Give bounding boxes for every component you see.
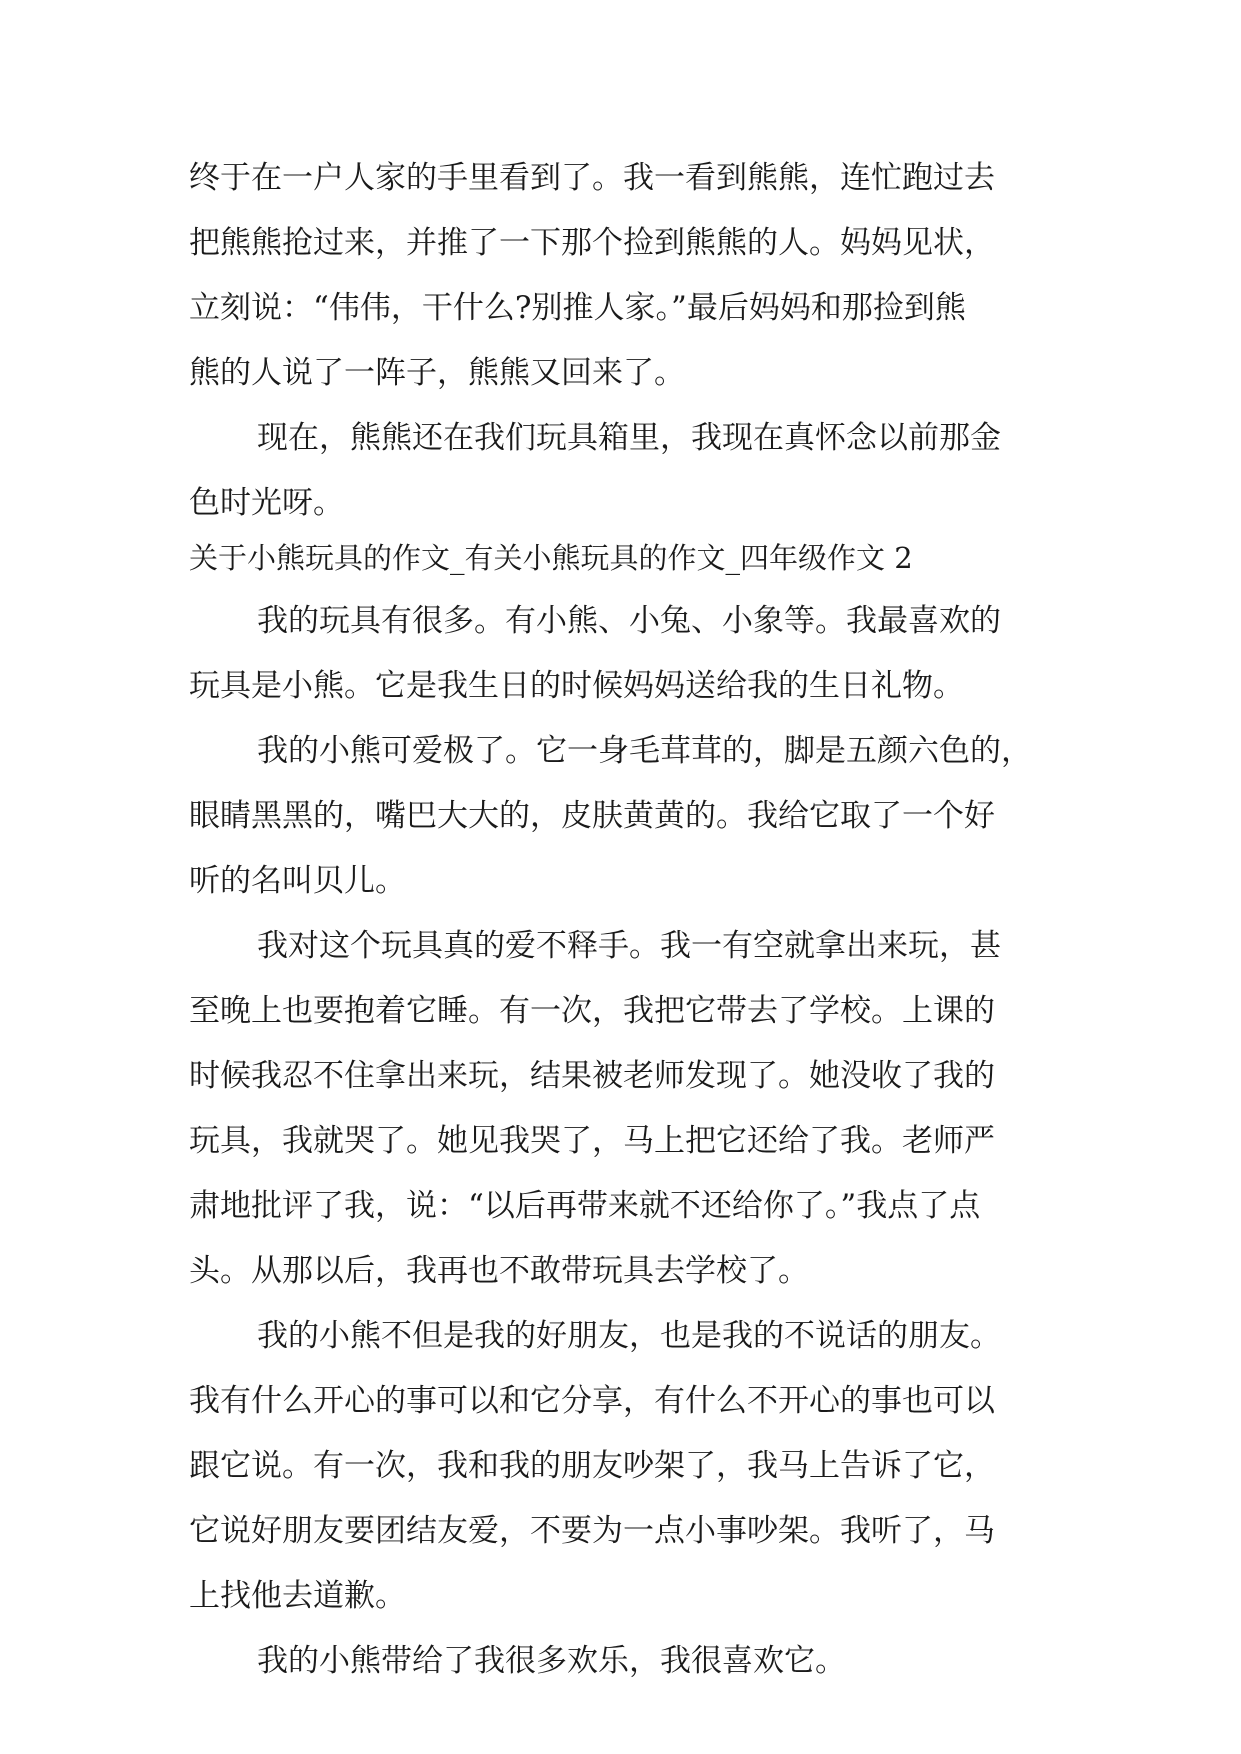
text-line: 眼睛黑黑的，嘴巴大大的，皮肤黄黄的。我给它取了一个好 xyxy=(189,798,995,834)
paragraph-first-line: 我的小熊带给了我很多欢乐，我很喜欢它。 xyxy=(257,1643,846,1679)
paragraph-first-line: 我的玩具有很多。有小熊、小兔、小象等。我最喜欢的 xyxy=(257,603,1001,639)
text-line: 玩具是小熊。它是我生日的时候妈妈送给我的生日礼物。 xyxy=(189,668,964,704)
paragraph-first-line: 我的小熊不但是我的好朋友，也是我的不说话的朋友。 xyxy=(257,1318,1001,1354)
text-line: 熊的人说了一阵子，熊熊又回来了。 xyxy=(189,355,685,391)
text-line: 上找他去道歉。 xyxy=(189,1578,406,1614)
paragraph-first-line: 现在，熊熊还在我们玩具箱里，我现在真怀念以前那金 xyxy=(257,420,1001,456)
text-line: 立刻说：“伟伟，干什么?别推人家。”最后妈妈和那捡到熊 xyxy=(189,290,966,326)
text-line: 时候我忍不住拿出来玩，结果被老师发现了。她没收了我的 xyxy=(189,1058,995,1094)
paragraph-first-line: 我的小熊可爱极了。它一身毛茸茸的，脚是五颜六色的， xyxy=(257,733,1032,769)
text-line: 它说好朋友要团结友爱，不要为一点小事吵架。我听了，马 xyxy=(189,1513,995,1549)
text-line: 肃地批评了我，说：“以后再带来就不还给你了。”我点了点 xyxy=(189,1188,981,1224)
text-line: 玩具，我就哭了。她见我哭了，马上把它还给了我。老师严 xyxy=(189,1123,995,1159)
text-line: 把熊熊抢过来，并推了一下那个捡到熊熊的人。妈妈见状， xyxy=(189,225,995,261)
text-line: 终于在一户人家的手里看到了。我一看到熊熊，连忙跑过去 xyxy=(189,160,995,196)
text-line: 至晚上也要抱着它睡。有一次，我把它带去了学校。上课的 xyxy=(189,993,995,1029)
paragraph-first-line: 我对这个玩具真的爱不释手。我一有空就拿出来玩，甚 xyxy=(257,928,1001,964)
text-line: 头。从那以后，我再也不敢带玩具去学校了。 xyxy=(189,1253,809,1289)
text-line: 色时光呀。 xyxy=(189,485,344,521)
text-line: 我有什么开心的事可以和它分享，有什么不开心的事也可以 xyxy=(189,1383,995,1419)
section-heading: 关于小熊玩具的作文_有关小熊玩具的作文_四年级作文 2 xyxy=(189,541,913,575)
text-line: 跟它说。有一次，我和我的朋友吵架了，我马上告诉了它， xyxy=(189,1448,995,1484)
text-line: 听的名叫贝儿。 xyxy=(189,863,406,899)
